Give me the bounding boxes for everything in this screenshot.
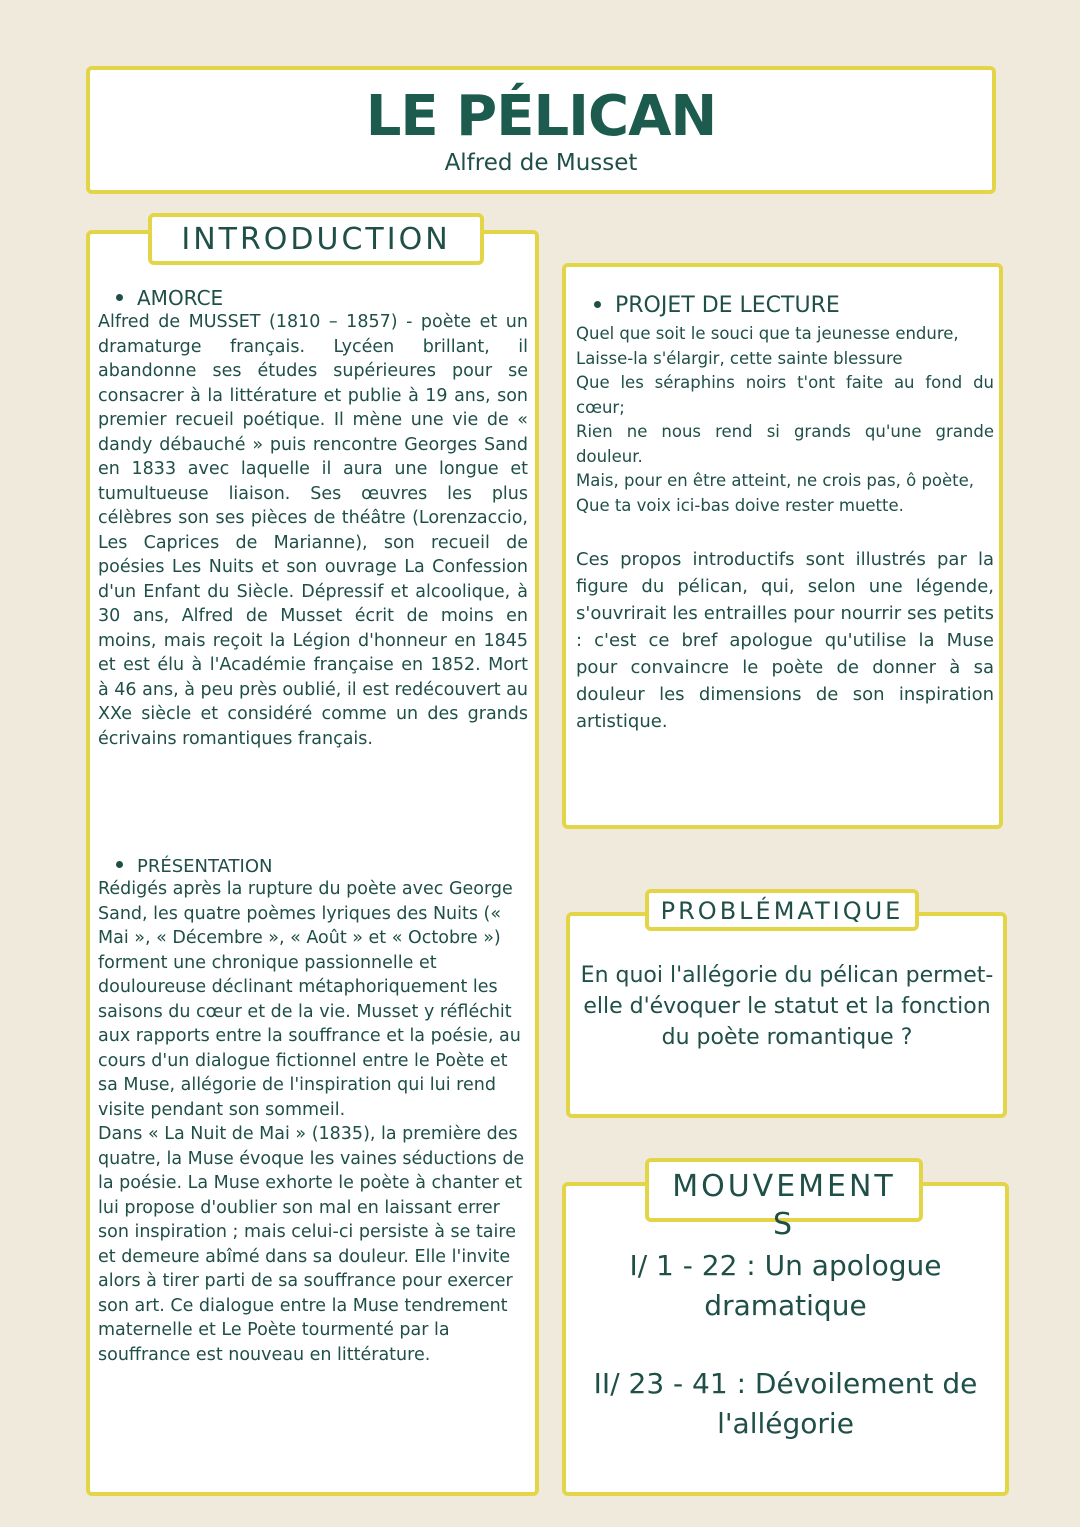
introduction-card — [86, 230, 539, 1496]
bullet-icon — [116, 294, 123, 301]
amorce-text: Alfred de MUSSET (1810 – 1857) - poète et un dramaturge français. Lycéen brillant, il abandonne ses études supérieures pour se consacrer à la littérature et publie à 19 ans, son premier recueil poétique. Il mène une vie de « dandy débauché » puis rencontre Georges Sand en 1833 avec laquelle il aura une longue et tumultueuse liaison. Ses œuvres les plus célèbres son ses pièces de théâtre (Lorenzaccio, Les Caprices de Marianne), son recueil de poésies Les Nuits et son ouvrage La Confession d'un Enfant du Siècle. Dépressif et alcoolique, à 30 ans, Alfred de Musset écrit de moins en moins, mais reçoit la Légion d'honneur en 1845 et est élu à l'Académie française en 1852. Mort à 46 ans, à peu près oublié, il est redécouvert au XXe siècle et considéré comme un des grands écrivains romantiques français. — [98, 312, 528, 749]
mouvement-item: II/ 23 - 41 : Dévoilement de l'allégorie — [593, 1367, 978, 1440]
verse-line: Que ta voix ici-bas doive rester muette. — [576, 495, 904, 515]
verse-line: Laisse-la s'élargir, cette sainte blessure — [576, 348, 903, 368]
mouvements-label — [645, 1158, 923, 1242]
bullet-icon — [116, 861, 123, 868]
mouvement-item: I/ 1 - 22 : Un apologue dramatique — [629, 1249, 942, 1322]
introduction-label: INTRODUCTION — [148, 213, 484, 265]
presentation-heading: PRÉSENTATION — [137, 856, 273, 877]
problematique-label: PROBLÉMATIQUE — [645, 889, 919, 931]
amorce-section — [98, 286, 528, 751]
page-title: LE PÉLICAN — [365, 84, 717, 149]
verse-line: Mais, pour en être atteint, ne crois pas, ô poète, — [576, 471, 975, 490]
presentation-text: Rédigés après la rupture du poète avec George Sand, les quatre poèmes lyriques des Nuits (« Mai », « Décembre », « Août » et « Octobre ») forment une chronique passionnelle et douloureuse déclinant métaphoriquement les saisons du cœur et de la vie. Musset y réfléchit aux rapports entre la souffrance et la poésie, au cours d'un dialogue fictionnel entre le Poète et sa Muse, allégorie de l'inspiration qui lui rend visite pendant son sommeil. — [98, 879, 521, 1120]
amorce-heading: AMORCE — [137, 286, 224, 310]
projet-card — [562, 263, 1003, 829]
verse-line: Quel que soit le souci que ta jeunesse endure, — [576, 324, 959, 343]
problematique-card — [566, 912, 1007, 1118]
title-card — [86, 66, 996, 194]
projet-text: Ces propos introductifs sont illustrés par la figure du pélican, qui, selon une légende, s'ouvrirait les entrailles pour nourrir ses petits : c'est ce bref apologue qu'utilise la Muse pour convaincre le poète de donner à sa douleur les dimensions de son inspiration artistique. — [576, 549, 994, 732]
projet-heading: PROJET DE LECTURE — [615, 293, 840, 318]
bullet-icon — [594, 301, 601, 308]
mouvements-label-text: MOUVEMENTS — [672, 1169, 896, 1242]
presentation-text-2: Dans « La Nuit de Mai » (1835), la première des quatre, la Muse évoque les vaines séductions de la poésie. La Muse exhorte le poète à chanter et lui propose d'oublier son mal en laissant errer son inspiration ; mais celui-ci persiste à se taire et demeure abîmé dans sa douleur. Elle l'invite alors à tirer parti de sa souffrance pour exercer son art. Ce dialogue entre la Muse tendrement maternelle et Le Poète tourmenté par la souffrance est nouveau en littérature. — [98, 1124, 525, 1365]
presentation-section — [98, 856, 528, 1367]
verse-line: Que les séraphins noirs t'ont faite au fond du cœur; — [576, 373, 994, 417]
problematique-text: En quoi l'allégorie du pélican permet-elle d'évoquer le statut et la fonction du poète romantique ? — [580, 963, 994, 1050]
verse-line: Rien ne nous rend si grands qu'une grande douleur. — [576, 422, 994, 466]
author-name: Alfred de Musset — [444, 150, 638, 176]
